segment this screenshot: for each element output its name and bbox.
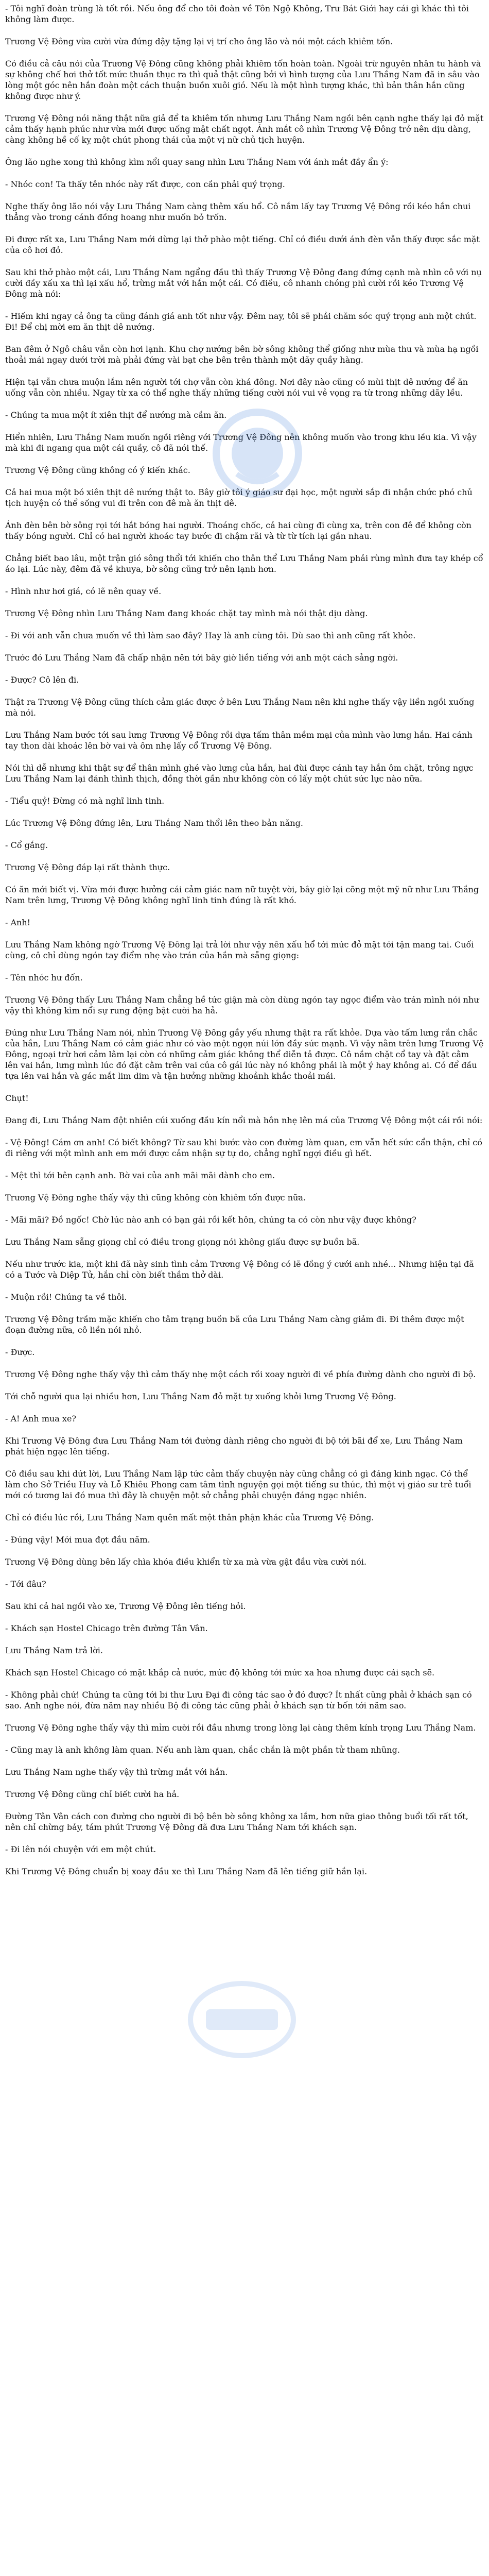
paragraph: Ông lão nghe xong thì không kìm nổi quay sang nhìn Lưu Thắng Nam với ánh mắt đầy ẩn ý: bbox=[5, 157, 389, 167]
paragraph: Trương Vệ Đông vừa cười vừa đứng dậy tặng lại vị trí cho ông lão và nói một cách khiêm tốn. bbox=[5, 37, 393, 46]
paragraph: Đi được rất xa, Lưu Thắng Nam mới dừng lại thở phào một tiếng. Chỉ có điều dưới ánh đèn vẫn thấy được sắc mặt của cô hơi đỏ. bbox=[5, 234, 480, 255]
paragraph: - Mệt thì tới bên cạnh anh. Bờ vai của anh mãi mãi dành cho em. bbox=[5, 1171, 275, 1180]
paragraph: - Đúng vậy! Mới mua đợt đầu năm. bbox=[5, 1535, 150, 1545]
article-body bbox=[5, 3, 484, 1888]
paragraph: Khi Trương Vệ Đông đưa Lưu Thắng Nam tới đường dành riêng cho người đi bộ tới bãi để xe, Lưu Thắng Nam phát hiện ngạc lên tiếng. bbox=[5, 1436, 463, 1456]
paragraph: - Hình như hơi giá, có lẽ nên quay về. bbox=[5, 586, 162, 596]
paragraph: Lưu Thắng Nam nghe thấy vậy thì trừng mắt với hắn. bbox=[5, 1767, 228, 1777]
paragraph: Thật ra Trương Vệ Đông cũng thích cảm giác được ở bên Lưu Thắng Nam nên khi nghe thấy vậy liền ngồi xuống mà nói. bbox=[5, 697, 475, 718]
paragraph: - Cổ gắng. bbox=[5, 840, 48, 850]
paragraph: Chẳng biết bao lâu, một trận gió sông thổi tới khiến cho thân thể Lưu Thắng Nam phải rùng mình đưa tay khép cổ áo lại. Lúc này, đêm đã về khuya, bờ sông cũng trở nên lạnh hơn. bbox=[5, 553, 483, 574]
paragraph: - Được? Cô lên đi. bbox=[5, 675, 79, 685]
paragraph: Lưu Thắng Nam sẵng giọng chỉ có điều trong giọng nói không giấu được sự buồn bã. bbox=[5, 1237, 360, 1247]
paragraph: Nói thì dễ nhưng khi thật sự để thân mình ghé vào lưng của hắn, hai đùi được cánh tay hắn ôm chặt, trông ngực Lưu Thắng Nam lại đánh thình thịch, đồng thời gần như không còn có lấy một chút sức lực nào nữa. bbox=[5, 763, 474, 784]
paragraph: - A! Anh mua xe? bbox=[5, 1414, 76, 1423]
paragraph: Trương Vệ Đông nghe thấy vậy thì cảm thấy nhẹ một cách rồi xoay người đi về phía đường dành cho người đi bộ. bbox=[5, 1369, 476, 1379]
paragraph: Tới chỗ người qua lại nhiều hơn, Lưu Thắng Nam đỏ mặt tự xuống khỏi lưng Trương Vệ Đông. bbox=[5, 1392, 396, 1401]
paragraph: - Khách sạn Hostel Chicago trên đường Tân Vân. bbox=[5, 1623, 208, 1633]
paragraph: - Anh! bbox=[5, 918, 31, 927]
paragraph: Hiển nhiên, Lưu Thắng Nam muốn ngồi riêng với Trương Vệ Đông nên không muốn vào trong khu lều kia. Vì vậy mà khi đi ngang qua một cái quầy, cô đã nói thế. bbox=[5, 432, 477, 453]
paragraph: Ban đêm ở Ngô châu vẫn còn hơi lạnh. Khu chợ nướng bên bờ sông không thể giống như mùa thu và mùa hạ ngồi thoải mái ngay dưới trời mà phải đứng vài bạt che bên trên thành một dãy quầy hàng. bbox=[5, 344, 479, 365]
paragraph: - Mãi mãi? Đồ ngốc! Chờ lúc nào anh có bạn gái rồi kết hôn, chúng ta có còn như vậy được không? bbox=[5, 1215, 416, 1225]
paragraph: - Nhóc con! Ta thấy tên nhóc này rất được, con cần phải quý trọng. bbox=[5, 179, 285, 189]
paragraph: Lưu Thắng Nam trả lời. bbox=[5, 1646, 103, 1655]
paragraph: - Tiểu quỷ! Đừng có mà nghĩ linh tinh. bbox=[5, 796, 165, 806]
paragraph: - Tôi nghĩ đoàn trùng là tốt rồi. Nếu ông để cho tôi đoàn về Tôn Ngộ Không, Trư Bát Giới hay cái gì khác thì tôi không làm được. bbox=[5, 4, 469, 24]
paragraph: Trương Vệ Đông dùng bên lấy chìa khóa điều khiển từ xa mà vừa gật đầu vừa cười nói. bbox=[5, 1557, 366, 1567]
paragraph: - Hiếm khi ngay cả ông ta cũng đánh giá anh tốt như vậy. Đêm nay, tôi sẽ phải chăm sóc quý trọng anh một chút. Đi! Để chị mời em ăn thịt dê nướng. bbox=[5, 311, 477, 332]
paragraph: Trương Vệ Đông nói năng thật nữa giả để ta khiêm tốn nhưng Lưu Thắng Nam ngồi bên cạnh nghe thấy lại đỏ mặt cảm thấy hạnh phúc như vừa mới được uống mật chất ngọt. Ánh mắt cô nhìn Trương Vệ Đông trở nên dịu dàng, càng không hề cố kỵ một chút phong thái của một vị nữ chủ tịch huyện. bbox=[5, 113, 484, 145]
paragraph: - Được. bbox=[5, 1347, 35, 1357]
paragraph: Trương Vệ Đông nghe thấy vậy thì mỉm cười rồi đầu nhưng trong lòng lại càng thêm kính trọng Lưu Thắng Nam. bbox=[5, 1723, 476, 1733]
paragraph: Trương Vệ Đông cũng chỉ biết cười ha hả. bbox=[5, 1789, 180, 1799]
paragraph: - Đi lên nói chuyện với em một chút. bbox=[5, 1844, 156, 1854]
paragraph: Ánh đèn bên bờ sông rọi tới hắt bóng hai người. Thoáng chốc, cả hai cùng đi cùng xa, trên con đê để không còn thấy bóng người. Chỉ có hai người khoác tay bước đi chậm rãi và từ từ tích lại gần nhau. bbox=[5, 520, 471, 541]
paragraph: Cả hai mua một bó xiên thịt dê nướng thật to. Bây giờ tôi ý giáo sư đại học, một người sắp đi nhận chức phó chủ tịch huyện có thể sống vui đi trên con đê mà ăn thịt dê. bbox=[5, 487, 473, 508]
paragraph: Chụt! bbox=[5, 1093, 29, 1103]
paragraph: Khi Trương Vệ Đông chuẩn bị xoay đầu xe thì Lưu Thắng Nam đã lên tiếng giữ hắn lại. bbox=[5, 1867, 368, 1876]
paragraph: - Vệ Đông! Cám ơn anh! Có biết không? Từ sau khi bước vào con đường làm quan, em vẫn hết sức cẩn thận, chỉ có đi riêng với một mình anh em mới được cảm nhận sự tự do, chẳng nghĩ ngợi điều gì hết. bbox=[5, 1138, 482, 1158]
paragraph: Trương Vệ Đông thấy Lưu Thắng Nam chẳng hề tức giận mà còn dùng ngón tay ngọc điểm vào trán mình nói như vậy thì không kìm nổi sự rung động bật cười ha hả. bbox=[5, 995, 479, 1015]
paragraph: Nghe thấy ông lão nói vậy Lưu Thắng Nam càng thêm xấu hổ. Cô nắm lấy tay Trương Vệ Đông rồi kéo hắn chui thẳng vào trong cánh đồng hoang như muốn bỏ trốn. bbox=[5, 201, 471, 222]
paragraph: Nếu như trước kia, một khi đã này sinh tình cảm Trương Vệ Đông có lẽ đồng ý cưới anh nhé... Nhưng hiện tại đã có a Tước và Diệp Tử, hắn chỉ còn biết thầm thở dài. bbox=[5, 1259, 474, 1280]
paragraph: Trương Vệ Đông đáp lại rất thành thực. bbox=[5, 862, 170, 872]
paragraph: Đường Tân Vân cách con đường cho người đi bộ bên bờ sông không xa lắm, hơn nữa giao thông buổi tối rất tốt, nên chỉ chừng bảy, tám phút Trương Vệ Đông đã đưa Lưu Thắng Nam tới khách sạn. bbox=[5, 1811, 468, 1832]
paragraph: - Chúng ta mua một ít xiên thịt để nướng mà cầm ăn. bbox=[5, 410, 227, 420]
paragraph: Lưu Thắng Nam bước tới sau lưng Trương Vệ Đông rồi dựa tấm thân mềm mại của mình vào lưng hắn. Hai cánh tay thon dài khoác lên bờ vai và ôm nhẹ lấy cổ Trương Vệ Đông. bbox=[5, 730, 473, 751]
paragraph: - Đi với anh vẫn chưa muốn về thì làm sao đây? Hay là anh cùng tôi. Dù sao thì anh cũng rất khỏe. bbox=[5, 631, 416, 640]
paragraph: Trương Vệ Đông nghe thấy vậy thì cũng không còn khiêm tốn được nữa. bbox=[5, 1193, 306, 1202]
paragraph: Có điều cả câu nói của Trương Vệ Đông cũng không phải khiêm tốn hoàn toàn. Ngoài trừ nguyên nhân tu hành và sự không chế hơi thở tốt mức thuần thục ra thì quả thật cũng bởi vì hình tượng của Lưu Thắng Nam đã in sâu vào lòng một góc nên hắn đoàn một cách thuận buồn xuôi gió. Nếu là một hình tượng khác, thì bản thân hắn cũng không được như ý. bbox=[5, 59, 481, 101]
paragraph: Cô điều sau khi dứt lời, Lưu Thắng Nam lập tức cảm thấy chuyện này cũng chẳng có gì đáng kinh ngạc. Có thể làm cho Sở Triều Huy và Lỗ Khiêu Phong cam tâm tình nguyện gọi một tiếng sư thúc, thì một vị giáo sư trẻ tuổi mới có tương lai đó mua thì đây là chuyện một sở chẳng phải chuyện đáng ngạc nhiên. bbox=[5, 1469, 471, 1500]
paragraph: Đang đi, Lưu Thắng Nam đột nhiên cúi xuống đầu kín nổi mà hôn nhẹ lên má của Trương Vệ Đông một cái rồi nói: bbox=[5, 1115, 483, 1125]
paragraph: - Tên nhóc hư đốn. bbox=[5, 973, 83, 982]
paragraph: - Tới đâu? bbox=[5, 1579, 46, 1589]
paragraph: Trương Vệ Đông cũng không có ý kiến khác. bbox=[5, 465, 190, 475]
paragraph: - Cũng may là anh không làm quan. Nếu anh làm quan, chắc chắn là một phần tử tham nhũng. bbox=[5, 1745, 400, 1755]
paragraph: Trước đó Lưu Thắng Nam đã chấp nhận nên tới bây giờ liền tiếng với anh một cách sảng ngời. bbox=[5, 653, 398, 663]
paragraph: Trương Vệ Đông nhìn Lưu Thắng Nam đang khoác chặt tay mình mà nói thật dịu dàng. bbox=[5, 608, 368, 618]
paragraph: - Không phải chứ! Chúng ta cũng tới bi thư Lưu Đại đi công tác sao ở đó được? Ít nhất cũng phải ở khách sạn có sao. Anh nghe nói, đừa năm nay nhiều Bộ đi công tác cũng phải ở khách sạn từ bốn tới năm sao. bbox=[5, 1690, 472, 1710]
watermark-badge-icon bbox=[185, 1973, 299, 2066]
paragraph: Trương Vệ Đông trầm mặc khiến cho tâm trạng buồn bã của Lưu Thắng Nam càng giảm đi. Đi thêm được một đoạn đường nữa, cô liền nói nhỏ. bbox=[5, 1314, 464, 1335]
paragraph: Sau khi cả hai ngồi vào xe, Trương Vệ Đông lên tiếng hỏi. bbox=[5, 1601, 246, 1611]
paragraph: Có ăn mới biết vị. Vừa mới được hưởng cái cảm giác nam nữ tuyệt vời, bây giờ lại cõng một mỹ nữ như Lưu Thắng Nam trên lưng, Trương Vệ Đông không nghĩ linh tinh đúng là rất khó. bbox=[5, 885, 479, 905]
paragraph: Chỉ có điều lúc rồi, Lưu Thắng Nam quên mất một thân phận khác của Trương Vệ Đông. bbox=[5, 1513, 374, 1522]
paragraph: Khách sạn Hostel Chicago có mặt khắp cả nước, mức độ không tới mức xa hoa nhưng được cái sạch sẽ. bbox=[5, 1668, 435, 1677]
paragraph: Lúc Trương Vệ Đông đứng lên, Lưu Thắng Nam thổi lên theo bản năng. bbox=[5, 818, 303, 828]
paragraph: Hiện tại vẫn chưa muộn lắm nên người tới chợ vẫn còn khá đông. Nơi đây nào cũng có mùi thịt dê nướng để ăn uống vẫn còn nhiều. Ngay từ xa có thể nghe thấy những tiếng cười nói vui vẻ vọng ra từ trong những dãy lều. bbox=[5, 377, 468, 398]
paragraph: - Muộn rồi! Chúng ta về thôi. bbox=[5, 1292, 127, 1302]
paragraph: Đúng như Lưu Thắng Nam nói, nhìn Trương Vệ Đông gầy yếu nhưng thật ra rất khỏe. Dựa vào tấm lưng rắn chắc của hắn, Lưu Thắng Nam có cảm giác như có vào một ngọn núi lớn đầy sức mạnh. Vì vậy nằm trên lưng Trương Vệ Đông, ngoại trừ hơi cảm lâm lại còn có những cảm giác không thể diễn tả được. Cô nắm chặt cổ tay và đặt cằm lên vai hắn, lưng mình lúc đó đặt cằm trên vai của cô gái lúc này nó không phải là một ý hay không ai. Có để đầu tựa lên vai hắn và gác mắt lim dim và tận hưởng những khoảnh khắc thoải mái. bbox=[5, 1028, 484, 1081]
paragraph: Sau khi thở phào một cái, Lưu Thắng Nam ngẩng đầu thì thấy Trương Vệ Đông đang đứng cạnh mà nhìn cô với nụ cười đầy xấu xa thì lại xấu hổ, trừng mắt với hắn một cái. Có điều, cô nhanh chóng phì cười rồi kéo Trương Vệ Đông mà nói: bbox=[5, 267, 482, 299]
paragraph: Lưu Thắng Nam không ngờ Trương Vệ Đông lại trả lời như vậy nên xấu hổ tới mức đỏ mặt tới tận mang tai. Cuối cùng, cô chỉ dùng ngón tay điểm nhẹ vào trán của hắn mà sẵng giọng: bbox=[5, 940, 474, 960]
